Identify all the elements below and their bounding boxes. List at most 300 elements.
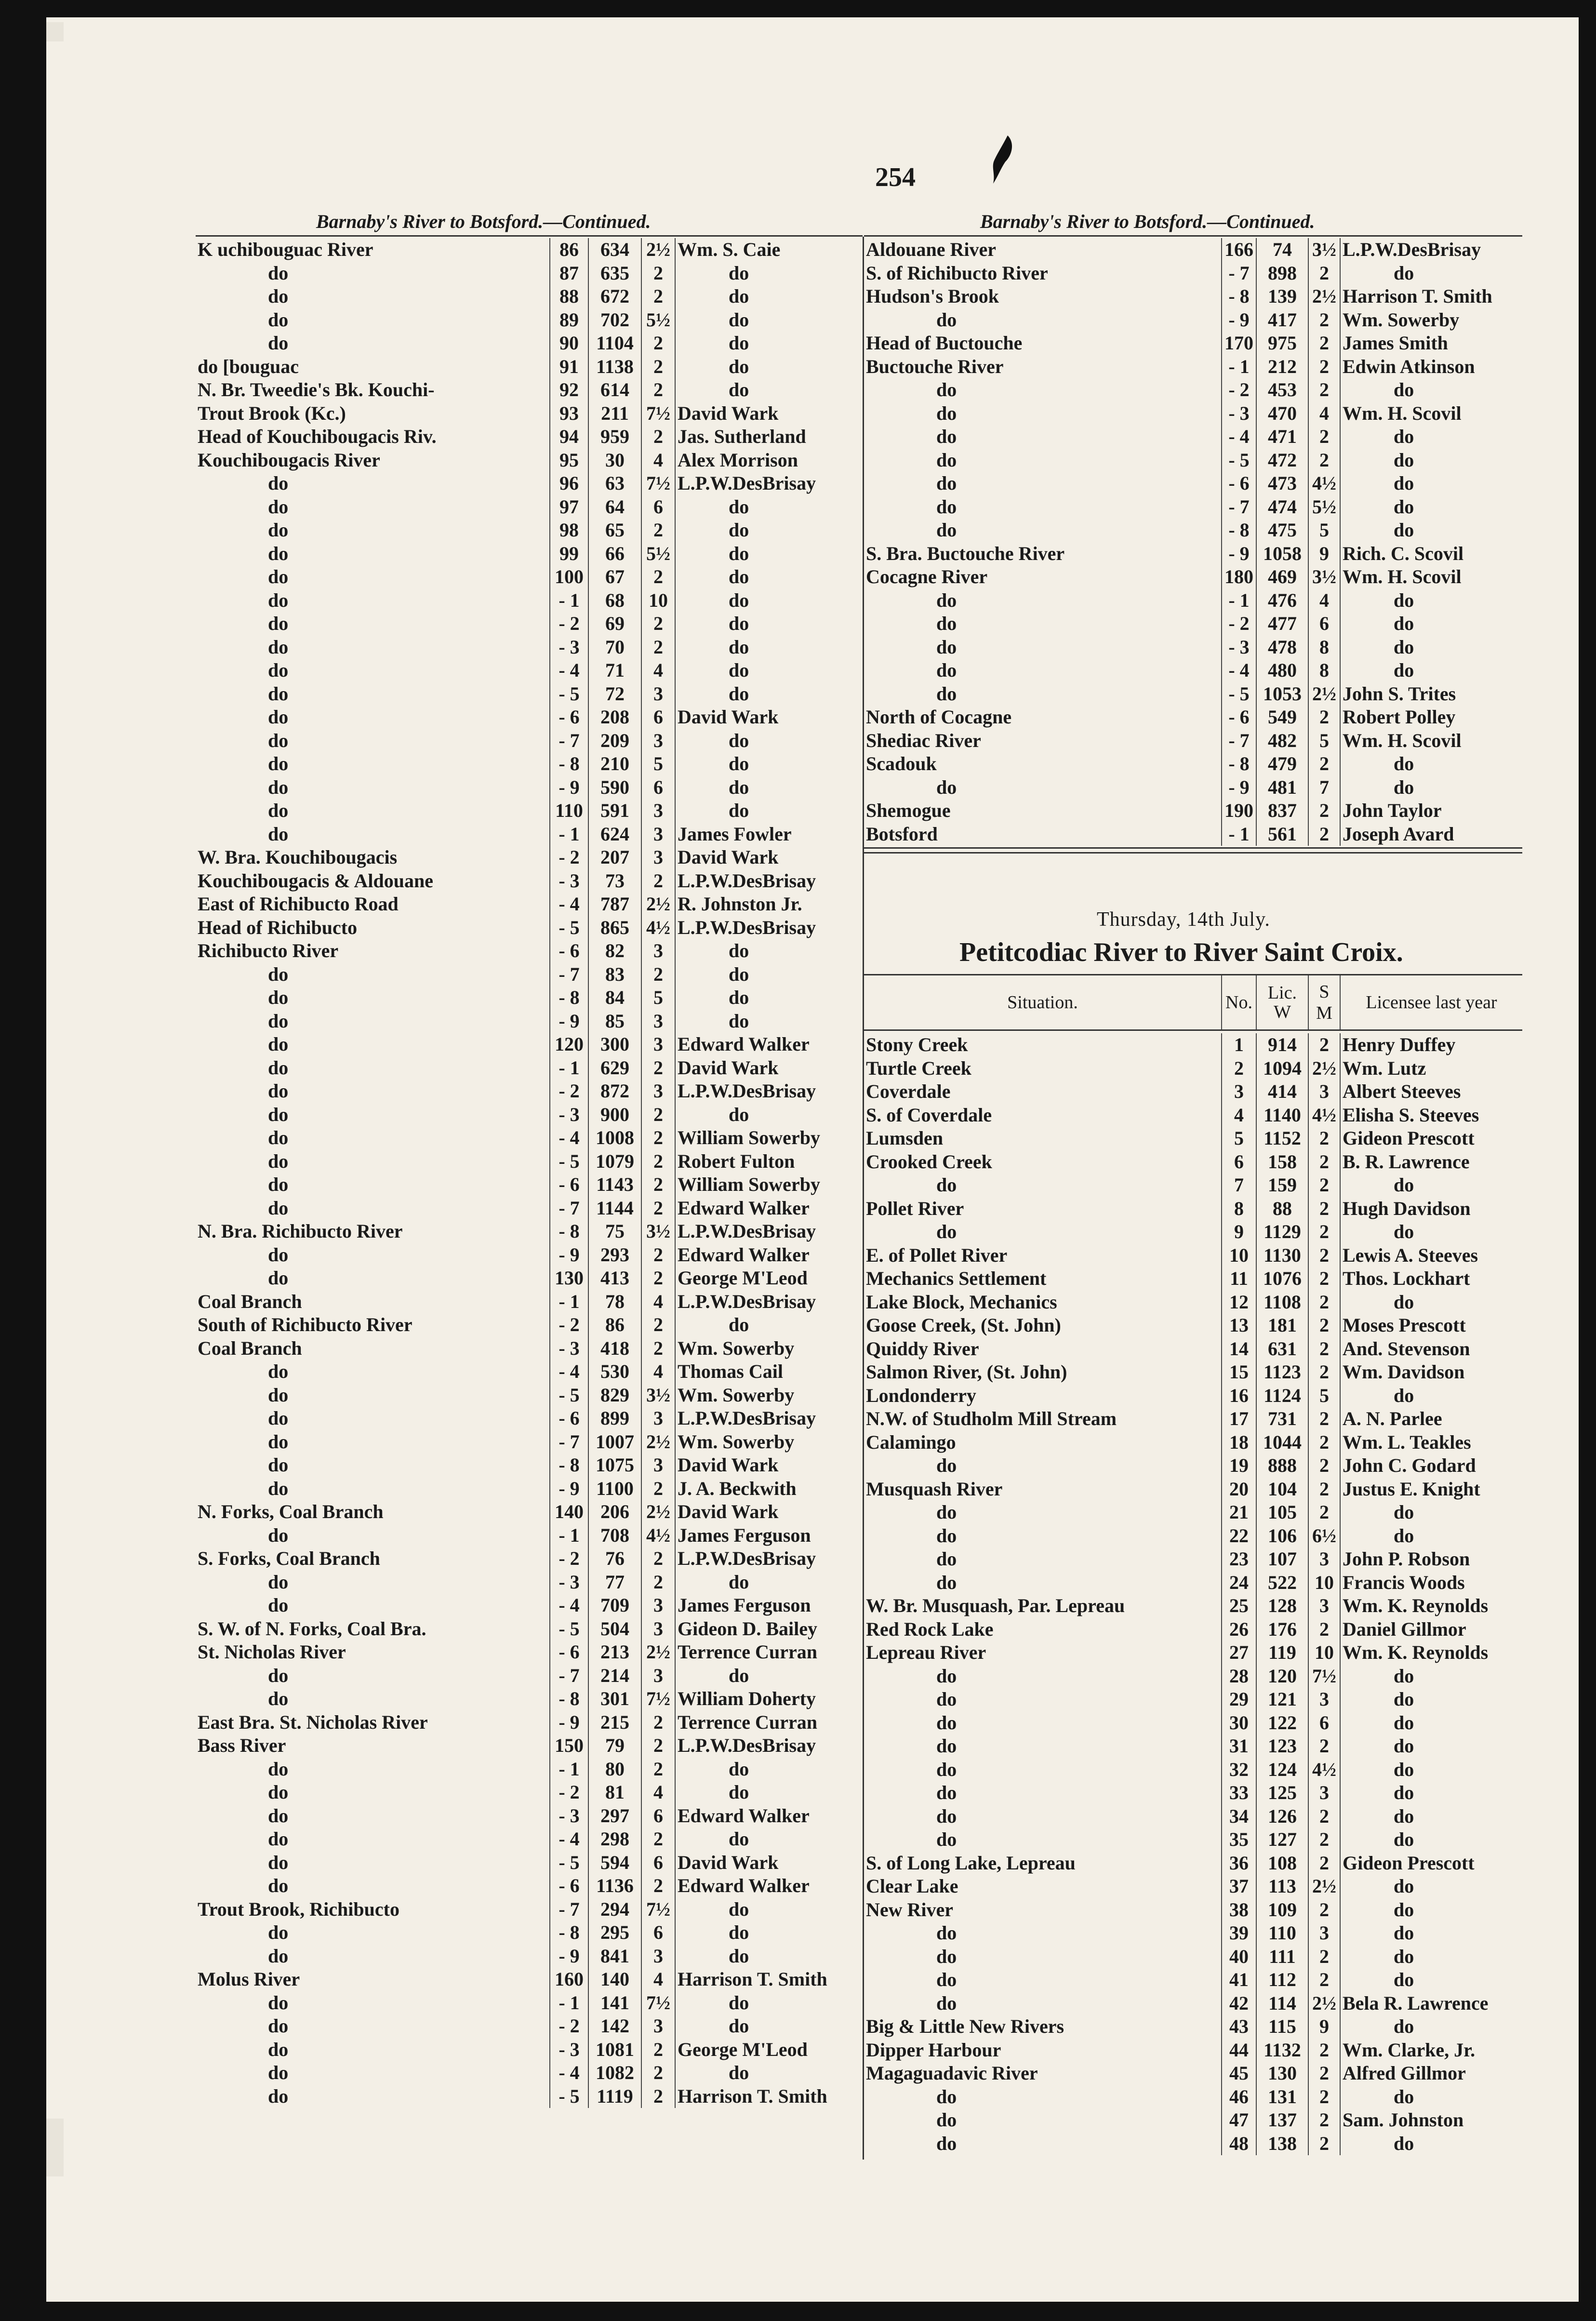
- situation-cell: South of Richibucto River: [198, 1314, 412, 1335]
- square-miles-cell: 6½: [1308, 1524, 1340, 1548]
- situation-cell: do: [268, 519, 289, 541]
- licensee-cell: do: [675, 1010, 863, 1033]
- licence-cell: 731: [1256, 1407, 1308, 1431]
- number-cell: - 6: [550, 1874, 588, 1898]
- situation-cell: do: [268, 2038, 289, 2060]
- table-row: [196, 332, 863, 355]
- licensee-cell: do: [1340, 1524, 1522, 1548]
- square-miles-cell: 9: [1308, 542, 1340, 566]
- square-miles-cell: 2½: [641, 1641, 675, 1664]
- table-row: [196, 1313, 863, 1337]
- square-miles-cell: 3½: [641, 1384, 675, 1407]
- licence-cell: 88: [1256, 1197, 1308, 1221]
- square-miles-cell: 2: [1308, 1407, 1340, 1431]
- table-row: [864, 1945, 1522, 1969]
- licence-cell: 81: [588, 1781, 641, 1804]
- table-row: [196, 1150, 863, 1174]
- situation-cell: W. Br. Musquash, Par. Lepreau: [866, 1595, 1125, 1616]
- table-row: [864, 1898, 1522, 1922]
- licensee-cell: Albert Steeves: [1340, 1080, 1522, 1104]
- square-miles-cell: 7½: [641, 1991, 675, 2015]
- situation-cell: do: [268, 566, 289, 587]
- square-miles-cell: 3: [1308, 1547, 1340, 1571]
- licence-cell: 829: [588, 1384, 641, 1407]
- square-miles-cell: 2: [1308, 1828, 1340, 1852]
- situation-cell: do: [936, 1805, 957, 1827]
- square-miles-cell: 2: [1308, 1361, 1340, 1384]
- square-miles-cell: 3: [641, 1454, 675, 1477]
- situation-cell: N. Forks, Coal Branch: [198, 1501, 384, 1522]
- licence-cell: 207: [588, 846, 641, 869]
- licensee-cell: do: [675, 589, 863, 613]
- table-row: [196, 1758, 863, 1781]
- number-cell: 98: [550, 519, 588, 542]
- situation-cell: S. of Richibucto River: [866, 262, 1048, 284]
- table-row: [196, 752, 863, 776]
- licensee-cell: Hugh Davidson: [1340, 1197, 1522, 1221]
- licensee-cell: Bela R. Lawrence: [1340, 1992, 1522, 2015]
- square-miles-cell: 2: [1308, 1220, 1340, 1244]
- situation-cell: do: [268, 1851, 289, 1873]
- table-row: [196, 589, 863, 613]
- licensee-cell: do: [1340, 1665, 1522, 1688]
- square-miles-cell: 10: [1308, 1641, 1340, 1665]
- licensee-cell: do: [1340, 1781, 1522, 1805]
- number-cell: - 2: [1222, 612, 1256, 636]
- square-miles-cell: 3: [641, 799, 675, 823]
- right-continued-table: [864, 238, 1522, 846]
- licence-cell: 482: [1256, 729, 1308, 753]
- square-miles-cell: 2: [641, 1103, 675, 1127]
- situation-cell: Crooked Creek: [866, 1150, 992, 1173]
- table-row: [196, 612, 863, 636]
- licence-cell: 975: [1256, 332, 1308, 355]
- licensee-cell: L.P.W.DesBrisay: [675, 1547, 863, 1571]
- number-cell: 32: [1222, 1758, 1256, 1782]
- licensee-cell: David Wark: [675, 1454, 863, 1477]
- licensee-cell: do: [675, 2061, 863, 2085]
- situation-cell: do: [936, 1454, 957, 1476]
- number-cell: - 9: [550, 1945, 588, 1968]
- number-cell: 90: [550, 332, 588, 355]
- licensee-cell: do: [675, 1945, 863, 1968]
- number-cell: - 5: [550, 1851, 588, 1875]
- licensee-cell: Harrison T. Smith: [675, 2085, 863, 2108]
- licence-cell: 159: [1256, 1174, 1308, 1197]
- licensee-cell: Moses Prescott: [1340, 1314, 1522, 1337]
- licence-cell: 888: [1256, 1454, 1308, 1478]
- situation-cell: do: [936, 2109, 957, 2131]
- number-cell: - 6: [1222, 472, 1256, 495]
- table-row: [864, 1594, 1522, 1618]
- square-miles-cell: 2: [1308, 1945, 1340, 1969]
- table-row: [196, 472, 863, 495]
- square-miles-cell: 4: [641, 1781, 675, 1804]
- licensee-cell: do: [1340, 1220, 1522, 1244]
- licence-cell: 1058: [1256, 542, 1308, 566]
- number-cell: - 9: [550, 776, 588, 800]
- square-miles-cell: 3: [1308, 1921, 1340, 1945]
- licensee-cell: William Sowerby: [675, 1126, 863, 1150]
- table-row: [864, 1384, 1522, 1408]
- situation-cell: do: [268, 753, 289, 774]
- square-miles-cell: 3: [641, 823, 675, 846]
- number-cell: - 5: [550, 682, 588, 706]
- licensee-cell: Wm. Sowerby: [675, 1337, 863, 1361]
- licence-cell: 128: [1256, 1594, 1308, 1618]
- situation-cell: do: [268, 1197, 289, 1219]
- table-row: [196, 799, 863, 823]
- number-cell: - 7: [550, 1898, 588, 1921]
- table-row: [196, 285, 863, 308]
- licensee-cell: Alex Morrison: [675, 449, 863, 472]
- table-row: [864, 1501, 1522, 1524]
- licensee-cell: do: [1340, 1805, 1522, 1828]
- situation-cell: Calamingo: [866, 1431, 956, 1453]
- square-miles-cell: 2: [641, 1734, 675, 1758]
- square-miles-cell: 2: [641, 565, 675, 589]
- licence-cell: 123: [1256, 1734, 1308, 1758]
- square-miles-cell: 2: [641, 1197, 675, 1220]
- number-cell: - 3: [550, 1571, 588, 1594]
- square-miles-cell: 2: [1308, 799, 1340, 823]
- licence-cell: 105: [1256, 1501, 1308, 1524]
- licence-cell: 139: [1256, 285, 1308, 308]
- number-cell: 96: [550, 472, 588, 495]
- square-miles-cell: 4½: [641, 1524, 675, 1547]
- licence-cell: 104: [1256, 1478, 1308, 1501]
- number-cell: - 2: [550, 846, 588, 869]
- number-cell: - 8: [550, 1687, 588, 1711]
- square-miles-cell: 2: [1308, 1852, 1340, 1875]
- table-row: [196, 519, 863, 542]
- square-miles-cell: 2: [641, 2061, 675, 2085]
- licensee-cell: do: [675, 262, 863, 285]
- number-cell: 34: [1222, 1805, 1256, 1828]
- licensee-cell: do: [675, 752, 863, 776]
- number-cell: 22: [1222, 1524, 1256, 1548]
- table-row: [864, 799, 1522, 823]
- situation-cell: do: [268, 2085, 289, 2107]
- number-cell: - 7: [1222, 729, 1256, 753]
- number-cell: - 9: [550, 1477, 588, 1501]
- square-miles-cell: 2: [641, 1126, 675, 1150]
- square-miles-cell: 2: [641, 1758, 675, 1781]
- table-row: [864, 449, 1522, 472]
- licence-cell: 181: [1256, 1314, 1308, 1337]
- licence-cell: 66: [588, 542, 641, 566]
- licence-cell: 211: [588, 402, 641, 426]
- square-miles-cell: 2: [1308, 823, 1340, 846]
- thursday-date-line: Thursday, 14th July.: [1097, 908, 1270, 931]
- licensee-cell: do: [675, 1313, 863, 1337]
- number-cell: 110: [550, 799, 588, 823]
- square-miles-cell: 3: [641, 846, 675, 869]
- table-row: [196, 1430, 863, 1454]
- square-miles-cell: 2: [1308, 1267, 1340, 1291]
- table-row: [864, 1547, 1522, 1571]
- table-row: [864, 612, 1522, 636]
- table-row: [196, 1687, 863, 1711]
- licence-cell: 158: [1256, 1150, 1308, 1174]
- number-cell: 46: [1222, 2085, 1256, 2109]
- number-cell: - 2: [550, 612, 588, 636]
- situation-cell: New River: [866, 1898, 954, 1921]
- licence-cell: 131: [1256, 2085, 1308, 2109]
- table-row: [864, 1524, 1522, 1548]
- licence-cell: 594: [588, 1851, 641, 1875]
- licence-cell: 106: [1256, 1524, 1308, 1548]
- square-miles-cell: 2: [1308, 1197, 1340, 1221]
- licensee-cell: William Doherty: [675, 1687, 863, 1711]
- situation-cell: do: [268, 308, 289, 331]
- right-top-rule: [864, 235, 1522, 237]
- number-cell: - 2: [550, 1080, 588, 1103]
- square-miles-cell: 7½: [641, 472, 675, 495]
- licensee-cell: do: [675, 355, 863, 379]
- square-miles-cell: 4: [641, 1968, 675, 1991]
- number-cell: 100: [550, 565, 588, 589]
- square-miles-cell: 2: [641, 425, 675, 449]
- licensee-cell: George M'Leod: [675, 1267, 863, 1290]
- table-row: [864, 1080, 1522, 1104]
- table-row: [196, 636, 863, 659]
- square-miles-cell: 6: [641, 1921, 675, 1945]
- situation-cell: Richibucto River: [198, 940, 339, 961]
- table-row: [196, 1337, 863, 1361]
- situation-cell: Red Rock Lake: [866, 1618, 994, 1640]
- square-miles-cell: 4: [641, 449, 675, 472]
- number-cell: - 8: [550, 986, 588, 1010]
- licence-cell: 1143: [588, 1173, 641, 1197]
- section-title: Petitcodiac River to River Saint Croix.: [959, 937, 1403, 967]
- number-cell: - 4: [550, 1360, 588, 1384]
- licensee-cell: do: [675, 986, 863, 1010]
- licence-cell: 111: [1256, 1945, 1308, 1969]
- square-miles-cell: 2: [1308, 1244, 1340, 1267]
- situation-cell: do: [936, 1174, 957, 1196]
- square-miles-cell: 2: [1308, 2108, 1340, 2132]
- square-miles-cell: 5: [1308, 1384, 1340, 1408]
- licensee-cell: do: [1340, 612, 1522, 636]
- table-row: [196, 542, 863, 566]
- licensee-cell: do: [675, 1898, 863, 1921]
- situation-cell: do: [268, 729, 289, 751]
- licence-cell: 476: [1256, 589, 1308, 613]
- licensee-cell: And. Stevenson: [1340, 1337, 1522, 1361]
- licensee-cell: John P. Robson: [1340, 1547, 1522, 1571]
- licensee-cell: J. A. Beckwith: [675, 1477, 863, 1501]
- licensee-cell: do: [1340, 2015, 1522, 2039]
- number-cell: - 5: [550, 916, 588, 940]
- situation-cell: Dipper Harbour: [866, 2039, 1001, 2061]
- table-row: [864, 262, 1522, 285]
- licensee-cell: Gideon D. Bailey: [675, 1617, 863, 1641]
- licence-cell: 72: [588, 682, 641, 706]
- number-cell: - 9: [1222, 308, 1256, 332]
- situation-cell: Trout Brook (Kc.): [198, 402, 346, 424]
- licence-cell: 413: [588, 1267, 641, 1290]
- table-row: [864, 1828, 1522, 1852]
- number-cell: 40: [1222, 1945, 1256, 1969]
- number-cell: - 1: [550, 1290, 588, 1314]
- table-row: [196, 659, 863, 682]
- licensee-cell: Daniel Gillmor: [1340, 1618, 1522, 1641]
- number-cell: 2: [1222, 1057, 1256, 1080]
- number-cell: - 2: [550, 1781, 588, 1804]
- square-miles-cell: 6: [641, 495, 675, 519]
- situation-cell: East of Richibucto Road: [198, 893, 399, 915]
- number-cell: - 1: [550, 589, 588, 613]
- licence-cell: 82: [588, 939, 641, 963]
- table-row: [864, 1734, 1522, 1758]
- licence-cell: 841: [588, 1945, 641, 1968]
- table-row: [864, 2062, 1522, 2085]
- licensee-cell: do: [675, 636, 863, 659]
- licensee-cell: David Wark: [675, 1056, 863, 1080]
- situation-cell: do: [936, 1711, 957, 1734]
- number-cell: - 9: [1222, 542, 1256, 566]
- licence-cell: 635: [588, 262, 641, 285]
- situation-cell: Mechanics Settlement: [866, 1267, 1047, 1289]
- licence-cell: 68: [588, 589, 641, 613]
- square-miles-cell: 2: [1308, 1478, 1340, 1501]
- situation-cell: S. of Long Lake, Lepreau: [866, 1852, 1076, 1874]
- table-row: [196, 1220, 863, 1243]
- number-cell: 21: [1222, 1501, 1256, 1524]
- number-cell: - 4: [550, 893, 588, 916]
- licence-cell: 301: [588, 1687, 641, 1711]
- situation-cell: Stony Creek: [866, 1034, 968, 1055]
- licence-cell: 65: [588, 519, 641, 542]
- number-cell: 150: [550, 1734, 588, 1758]
- licensee-cell: James Ferguson: [675, 1594, 863, 1617]
- licence-cell: 631: [1256, 1337, 1308, 1361]
- square-miles-cell: 2½: [1308, 1057, 1340, 1080]
- section-top-rule: [864, 847, 1522, 849]
- square-miles-cell: 5: [641, 752, 675, 776]
- licence-cell: 702: [588, 308, 641, 332]
- situation-cell: S. of Coverdale: [866, 1104, 992, 1126]
- licence-cell: 80: [588, 1758, 641, 1781]
- table-row: [864, 2085, 1522, 2109]
- situation-cell: do: [268, 1384, 289, 1406]
- licence-cell: 1082: [588, 2061, 641, 2085]
- table-row: [864, 1407, 1522, 1431]
- table-row: [196, 1945, 863, 1968]
- square-miles-cell: 2: [1308, 449, 1340, 472]
- table-row: [864, 378, 1522, 402]
- licensee-cell: Thomas Cail: [675, 1360, 863, 1384]
- table-row: [196, 355, 863, 379]
- table-row: [864, 1641, 1522, 1665]
- table-row: [864, 1875, 1522, 1898]
- square-miles-cell: 3: [1308, 1688, 1340, 1711]
- number-cell: 10: [1222, 1244, 1256, 1267]
- number-cell: - 3: [550, 869, 588, 893]
- situation-cell: do: [936, 1571, 957, 1593]
- table-row: [864, 519, 1522, 542]
- number-cell: - 1: [550, 1991, 588, 2015]
- table-row: [196, 963, 863, 987]
- square-miles-cell: 2: [1308, 752, 1340, 776]
- number-cell: 170: [1222, 332, 1256, 355]
- licensee-cell: Edward Walker: [675, 1804, 863, 1828]
- licensee-cell: do: [1340, 1174, 1522, 1197]
- table-row: [864, 659, 1522, 682]
- table-row: [196, 1407, 863, 1430]
- table-row: [864, 285, 1522, 308]
- table-row: [196, 1454, 863, 1477]
- licensee-cell: William Sowerby: [675, 1173, 863, 1197]
- situation-cell: do: [936, 1524, 957, 1547]
- situation-cell: do: [936, 659, 957, 681]
- table-row: [864, 332, 1522, 355]
- table-row: [196, 1804, 863, 1828]
- number-cell: 24: [1222, 1571, 1256, 1595]
- square-miles-cell: 2: [1308, 1734, 1340, 1758]
- licensee-cell: do: [675, 1827, 863, 1851]
- square-miles-cell: 4: [1308, 589, 1340, 613]
- situation-cell: do: [268, 1758, 289, 1780]
- table-row: [864, 1921, 1522, 1945]
- situation-cell: do: [268, 1688, 289, 1709]
- number-cell: 4: [1222, 1104, 1256, 1127]
- square-miles-cell: 3½: [641, 1220, 675, 1243]
- situation-cell: do: [268, 1781, 289, 1803]
- table-row: [864, 1805, 1522, 1828]
- licensee-cell: Wm. Clarke, Jr.: [1340, 2039, 1522, 2062]
- licence-cell: 1044: [1256, 1431, 1308, 1454]
- square-miles-cell: 2: [641, 1711, 675, 1734]
- situation-cell: Shediac River: [866, 729, 981, 751]
- situation-cell: Londonderry: [866, 1384, 976, 1406]
- table-row: [864, 1291, 1522, 1314]
- page-edge-tab: [46, 22, 64, 41]
- licensee-cell: Edward Walker: [675, 1033, 863, 1056]
- square-miles-cell: 3: [1308, 1594, 1340, 1618]
- number-cell: - 7: [550, 1430, 588, 1454]
- situation-cell: do: [268, 332, 289, 354]
- number-cell: - 9: [550, 1010, 588, 1033]
- table-row: [864, 1571, 1522, 1595]
- situation-cell: do: [268, 613, 289, 634]
- licence-cell: 115: [1256, 2015, 1308, 2039]
- number-cell: 47: [1222, 2108, 1256, 2132]
- licence-cell: 478: [1256, 636, 1308, 659]
- table-row: [196, 1477, 863, 1501]
- situation-cell: Big & Little New Rivers: [866, 2015, 1064, 2037]
- licence-cell: 959: [588, 425, 641, 449]
- situation-cell: S. Bra. Buctouche River: [866, 542, 1065, 564]
- licensee-cell: Francis Woods: [1340, 1571, 1522, 1595]
- table-row: [196, 1290, 863, 1314]
- square-miles-cell: 2: [1308, 1314, 1340, 1337]
- number-cell: - 4: [1222, 659, 1256, 682]
- licensee-cell: do: [1340, 2085, 1522, 2109]
- situation-cell: N. Bra. Richibucto River: [198, 1220, 403, 1242]
- situation-cell: do: [268, 1150, 289, 1172]
- situation-cell: do: [268, 1594, 289, 1616]
- licensee-cell: do: [1340, 776, 1522, 800]
- square-miles-cell: 2: [1308, 2062, 1340, 2085]
- licensee-cell: Wm. K. Reynolds: [1340, 1594, 1522, 1618]
- table-row: [864, 308, 1522, 332]
- square-miles-cell: 2: [1308, 2132, 1340, 2156]
- licence-cell: 872: [588, 1080, 641, 1103]
- situation-cell: do: [268, 1361, 289, 1382]
- licence-cell: 709: [588, 1594, 641, 1617]
